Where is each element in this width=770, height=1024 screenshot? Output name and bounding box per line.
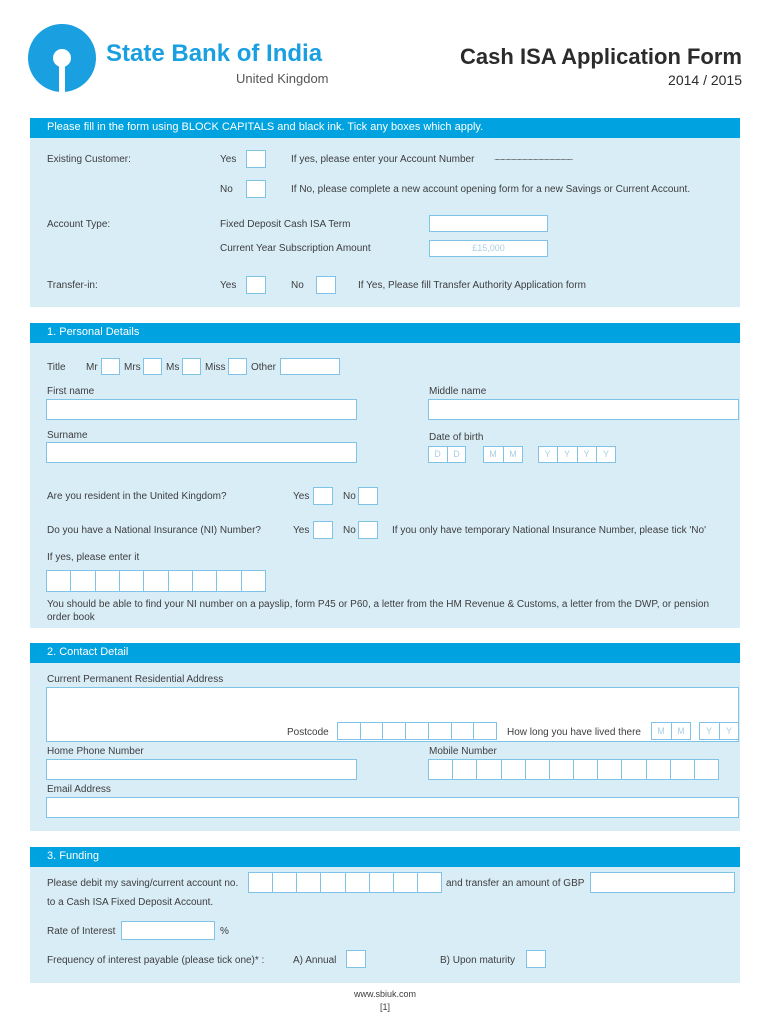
account-type-label: Account Type:	[47, 219, 111, 230]
rate-input[interactable]	[121, 921, 215, 940]
resident-question: Are you resident in the United Kingdom?	[47, 491, 227, 502]
first-name-input[interactable]	[46, 399, 357, 420]
home-phone-label: Home Phone Number	[47, 746, 144, 757]
surname-input[interactable]	[46, 442, 357, 463]
existing-yes-label: Yes	[220, 154, 237, 165]
dob-y1: Y	[544, 449, 551, 459]
instructions-bar	[30, 118, 740, 138]
dob-m2: M	[509, 449, 517, 459]
dob-m1: M	[489, 449, 497, 459]
existing-yes-checkbox[interactable]	[246, 150, 266, 168]
ni-no-checkbox[interactable]	[358, 521, 378, 539]
dob-y2: Y	[563, 449, 570, 459]
transfer-amount-label: and transfer an amount of GBP	[446, 878, 585, 889]
transfer-note: If Yes, Please fill Transfer Authority Application form	[358, 280, 586, 291]
maturity-checkbox[interactable]	[526, 950, 546, 968]
form-title: Cash ISA Application Form	[460, 44, 742, 69]
transfer-in-label: Transfer-in:	[47, 280, 98, 291]
title-other-input[interactable]	[280, 358, 340, 375]
title-other-label: Other	[251, 362, 277, 373]
title-ms-label: Ms	[166, 362, 180, 373]
bank-name: State Bank of India	[106, 40, 323, 67]
sbi-logo-icon	[28, 24, 96, 92]
email-input[interactable]	[46, 797, 739, 818]
new-account-note: If No, please complete a new account opening form for a new Savings or Current Account.	[291, 184, 691, 195]
title-mr-label: Mr	[86, 362, 98, 373]
transfer-yes-label: Yes	[220, 280, 237, 291]
title-label: Title	[47, 362, 66, 373]
middle-name-input[interactable]	[428, 399, 739, 420]
resident-no-checkbox[interactable]	[358, 487, 378, 505]
title-mrs-label: Mrs	[124, 362, 141, 373]
title-miss-label: Miss	[205, 362, 226, 373]
transfer-amount-input[interactable]	[590, 872, 735, 893]
resident-yes-label: Yes	[293, 491, 310, 502]
email-label: Email Address	[47, 784, 111, 795]
postcode-input[interactable]	[337, 722, 497, 740]
lived-y1: Y	[705, 726, 712, 736]
dob-d2: D	[453, 449, 460, 459]
ni-help-line2: order book	[47, 612, 95, 623]
account-number-prompt: If yes, please enter your Account Number	[291, 154, 475, 165]
resident-no-label: No	[343, 491, 356, 502]
dob-label: Date of birth	[429, 432, 484, 443]
first-name-label: First name	[47, 386, 95, 397]
title-mrs-checkbox[interactable]	[143, 358, 162, 375]
dob-y4: Y	[602, 449, 609, 459]
ni-number-input[interactable]	[46, 570, 266, 592]
lived-m1: M	[657, 726, 665, 736]
contact-detail-header	[30, 643, 740, 663]
dob-y3: Y	[583, 449, 590, 459]
title-ms-checkbox[interactable]	[182, 358, 201, 375]
debit-label: Please debit my saving/current account no.	[47, 878, 239, 889]
annual-label: A) Annual	[293, 955, 337, 966]
instructions-text: Please fill in the form using BLOCK CAPITALS and black ink. Tick any boxes which apply.	[47, 121, 484, 133]
to-isa-text: to a Cash ISA Fixed Deposit Account.	[47, 897, 214, 908]
existing-no-label: No	[220, 184, 233, 195]
fixed-deposit-term-input[interactable]	[429, 215, 548, 232]
ni-enter-label: If yes, please enter it	[47, 552, 140, 563]
ni-question: Do you have a National Insurance (NI) Number?	[47, 525, 261, 536]
ni-help-line1: You should be able to find your NI number on a payslip, form P45 or P60, a letter from the HM Revenue & Customs, a letter from the DWP, or pension	[47, 599, 710, 610]
ni-no-label: No	[343, 525, 356, 536]
surname-label: Surname	[47, 430, 88, 441]
address-label: Current Permanent Residential Address	[47, 674, 224, 685]
page-number: [1]	[379, 1002, 390, 1012]
postcode-label: Postcode	[287, 727, 329, 738]
ni-temporary-note: If you only have temporary National Insurance Number, please tick 'No'	[392, 525, 706, 536]
rate-label: Rate of Interest	[47, 926, 116, 937]
title-miss-checkbox[interactable]	[228, 358, 247, 375]
transfer-no-checkbox[interactable]	[316, 276, 336, 294]
dob-d1: D	[434, 449, 441, 459]
debit-account-input[interactable]	[248, 872, 442, 893]
middle-name-label: Middle name	[429, 386, 487, 397]
lived-m2: M	[677, 726, 685, 736]
bank-region: United Kingdom	[236, 71, 329, 86]
footer-url[interactable]: www.sbiuk.com	[353, 989, 416, 999]
rate-percent-label: %	[220, 926, 229, 937]
ni-yes-label: Yes	[293, 525, 310, 536]
frequency-label: Frequency of interest payable (please tick one)* :	[47, 955, 265, 966]
annual-checkbox[interactable]	[346, 950, 366, 968]
mobile-input[interactable]	[428, 759, 719, 780]
existing-customer-label: Existing Customer:	[47, 154, 131, 165]
ni-yes-checkbox[interactable]	[313, 521, 333, 539]
personal-details-header	[30, 323, 740, 343]
resident-yes-checkbox[interactable]	[313, 487, 333, 505]
contact-detail-heading: 2. Contact Detail	[47, 646, 129, 658]
fixed-deposit-label: Fixed Deposit Cash ISA Term	[220, 219, 351, 230]
transfer-yes-checkbox[interactable]	[246, 276, 266, 294]
home-phone-input[interactable]	[46, 759, 357, 780]
existing-no-checkbox[interactable]	[246, 180, 266, 198]
form-year: 2014 / 2015	[668, 72, 742, 88]
subscription-amount-value: £15,000	[472, 243, 505, 253]
title-mr-checkbox[interactable]	[101, 358, 120, 375]
how-long-label: How long you have lived there	[507, 727, 641, 738]
personal-details-heading: 1. Personal Details	[47, 326, 140, 338]
account-number-field[interactable]: ................................................................	[494, 153, 573, 162]
subscription-label: Current Year Subscription Amount	[220, 243, 371, 254]
funding-heading: 3. Funding	[47, 850, 99, 862]
mobile-label: Mobile Number	[429, 746, 497, 757]
funding-header	[30, 847, 740, 867]
transfer-no-label: No	[291, 280, 304, 291]
lived-y2: Y	[725, 726, 732, 736]
maturity-label: B) Upon maturity	[440, 955, 516, 966]
